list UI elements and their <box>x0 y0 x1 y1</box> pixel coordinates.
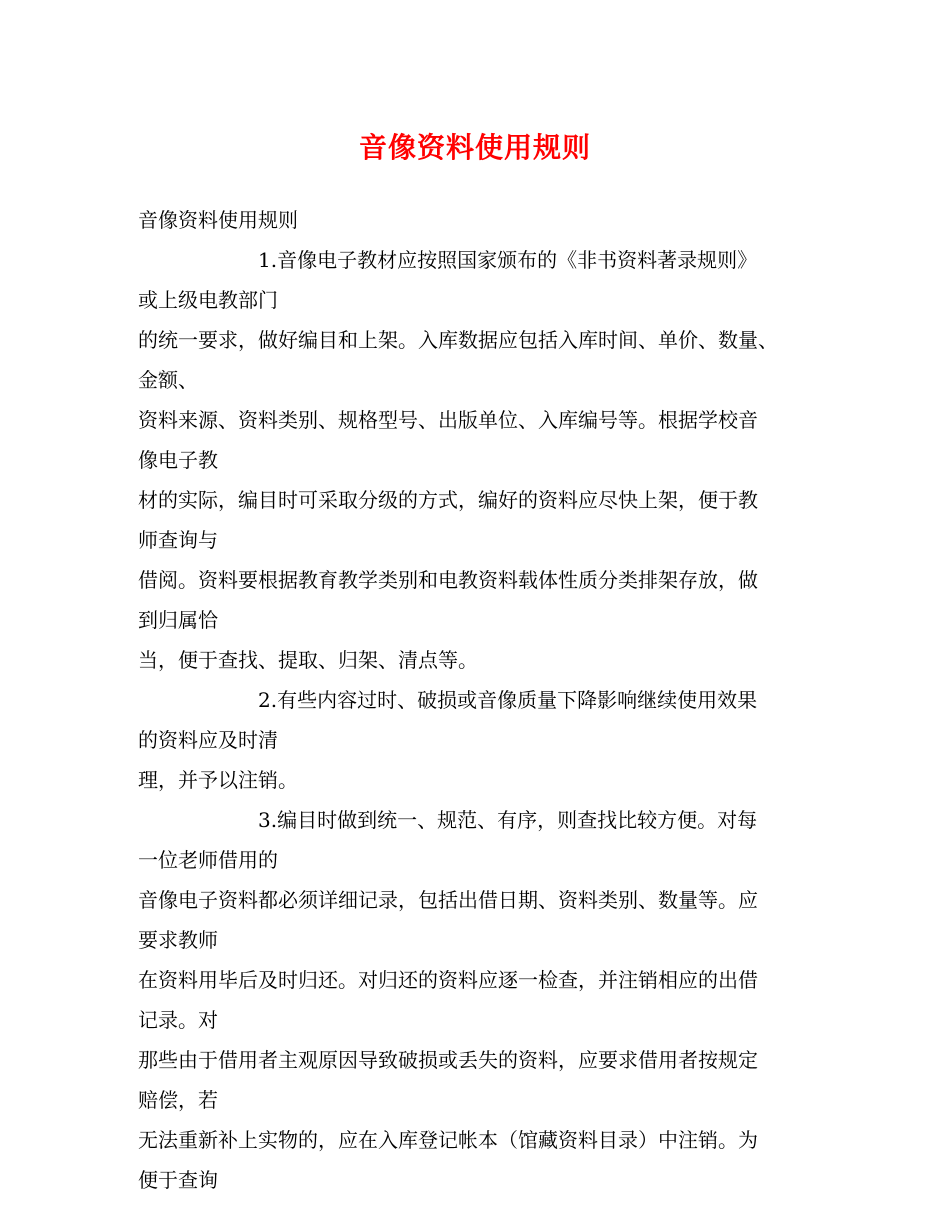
text-line: 那些由于借用者主观原因导致破损或丢失的资料，应要求借用者按规定 <box>138 1048 758 1072</box>
document-body <box>138 200 838 1200</box>
text-line: 赔偿，若 <box>138 1088 218 1112</box>
text-line: 师查询与 <box>138 528 218 552</box>
text-line: 材的实际，编目时可采取分级的方式，编好的资料应尽快上架，便于教 <box>138 488 758 512</box>
text-line: 音像电子资料都必须详细记录，包括出借日期、资料类别、数量等。应 <box>138 888 758 912</box>
text-line: 或上级电教部门 <box>138 288 278 312</box>
text-line: 资料来源、资料类别、规格型号、出版单位、入库编号等。根据学校音 <box>138 408 758 432</box>
text-line: 1.音像电子教材应按照国家颁布的《非书资料著录规则》 <box>258 248 758 272</box>
text-line: 便于查询 <box>138 1168 218 1192</box>
text-line: 借阅。资料要根据教育教学类别和电教资料载体性质分类排架存放，做 <box>138 568 758 592</box>
text-line: 要求教师 <box>138 928 218 952</box>
text-line: 金额、 <box>138 368 198 392</box>
text-line: 到归属恰 <box>138 608 218 632</box>
text-line: 像电子教 <box>138 448 218 472</box>
text-line: 当，便于查找、提取、归架、清点等。 <box>138 648 478 672</box>
text-line: 一位老师借用的 <box>138 848 278 872</box>
text-line: 在资料用毕后及时归还。对归还的资料应逐一检查，并注销相应的出借 <box>138 968 758 992</box>
text-line: 记录。对 <box>138 1008 218 1032</box>
text-line: 无法重新补上实物的，应在入库登记帐本（馆藏资料目录）中注销。为 <box>138 1128 758 1152</box>
text-line: 音像资料使用规则 <box>138 208 298 232</box>
text-line: 3.编目时做到统一、规范、有序，则查找比较方便。对每 <box>258 808 758 832</box>
text-line: 的资料应及时清 <box>138 728 278 752</box>
document-title: 音像资料使用规则 <box>358 131 591 164</box>
text-line: 的统一要求，做好编目和上架。入库数据应包括入库时间、单价、数量、 <box>138 328 778 352</box>
text-line: 理，并予以注销。 <box>138 768 298 792</box>
text-line: 2.有些内容过时、破损或音像质量下降影响继续使用效果 <box>258 688 758 712</box>
